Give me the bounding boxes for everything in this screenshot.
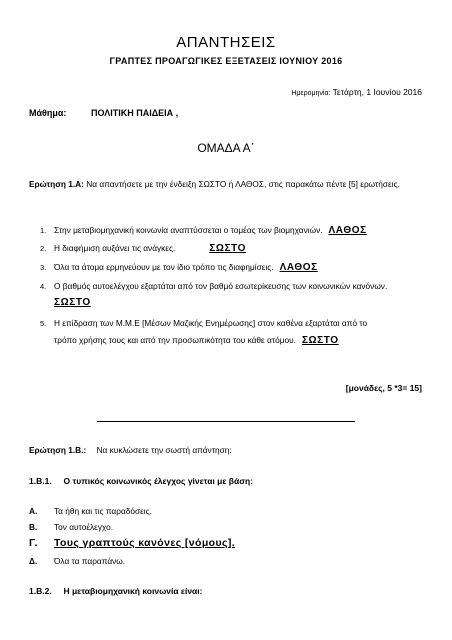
item-number: 4. (40, 282, 47, 291)
option-letter: Γ. (29, 537, 38, 549)
exam-date (291, 87, 422, 97)
option-letter: Δ. (29, 556, 38, 566)
question-1a-label: Ερώτηση 1.Α: (29, 179, 84, 189)
option-c-correct[interactable] (29, 537, 235, 549)
question-1a-prompt (29, 176, 429, 193)
list-item (40, 318, 367, 328)
option-text: Τα ήθη και τις παραδόσεις. (54, 506, 152, 516)
marks-note: [μονάδες, 5 *3= 15] (345, 383, 422, 393)
item-text: Η διαφήμιση αυξάνει τις ανάγκες. (54, 243, 176, 253)
question-1b-label: Ερώτηση 1.Β.: (29, 445, 87, 455)
item-answer: ΣΩΣΤΟ (209, 243, 247, 254)
item-number: 1. (40, 226, 47, 235)
item-text: Στην μεταβιομηχανική κοινωνία αναπτύσσεται ο τομέας των βιομηχανιών. (54, 225, 323, 235)
subject-label: Μάθημα: (29, 108, 67, 118)
item-number: 2. (40, 244, 47, 253)
item-text: Η επίδραση των Μ.Μ.Ε [Μέσων Μαζικής Ενημέρωσης] στον καθένα εξαρτάται από το (54, 318, 368, 328)
item-answer: ΛΑΘΟΣ (279, 262, 318, 273)
date-value: Τετάρτη, 1 Ιουνίου 2016 (332, 87, 422, 97)
item-number: 5. (40, 319, 47, 328)
item-answer: ΛΑΘΟΣ (328, 225, 367, 236)
page-title: ΑΠΑΝΤΗΣΕΙΣ (176, 34, 276, 51)
group-title: ΟΜΑΔΑ Α΄ (197, 141, 255, 155)
item-number: 3. (40, 263, 47, 272)
subquestion-1b2-heading: 1.Β.2. Η μεταβιομηχανική κοινωνία είναι: (29, 586, 203, 596)
list-item (40, 262, 318, 273)
option-text: Τους γραπτούς κανόνες [νόμους]. (54, 537, 236, 549)
option-b[interactable] (29, 522, 113, 532)
option-letter: Β. (29, 522, 38, 532)
option-text: Όλα τα παραπάνω. (54, 556, 126, 566)
option-letter: Α. (29, 506, 38, 516)
subject-line (29, 108, 178, 118)
item-text-continued (54, 335, 339, 346)
list-item (40, 225, 367, 236)
item-text: τρόπο χρήσης τους και από την προσωπικότητα του κάθε ατόμου. (54, 335, 296, 345)
item-answer: ΣΩΣΤΟ (301, 335, 339, 346)
option-text: Τον αυτοέλεγχο. (54, 522, 114, 532)
item-text: Ο βαθμός αυτοελέγχου εξαρτάται από τον βαθμό εσωτερίκευσης των κοινωνικών κανόνων. (54, 281, 388, 291)
option-d[interactable] (29, 556, 125, 566)
date-label: Ημερομηνία: (291, 90, 331, 97)
option-a[interactable] (29, 506, 152, 516)
question-1a-text: Να απαντήσετε με την ένδειξη ΣΩΣΤΟ ή ΛΑΘΟΣ, στις παρακάτω πέντε [5] ερωτήσεις. (86, 179, 400, 189)
section-divider (97, 421, 355, 422)
question-1b-prompt (29, 445, 232, 455)
subject-value: ΠΟΛΙΤΙΚΗ ΠΑΙΔΕΙΑ , (90, 108, 179, 118)
question-1b-text: Να κυκλώσετε την σωστή απάντηση: (96, 445, 232, 455)
list-item (40, 281, 387, 291)
item-text: Όλα τα άτομα ερμηνεύουν με τον ίδιο τρόπο τις διαφημίσεις. (54, 262, 274, 272)
item-answer: ΣΩΣΤΟ (54, 297, 91, 308)
list-item (40, 243, 246, 254)
subquestion-1b1-heading: 1.Β.1. Ο τυπικός κοινωνικός έλεγχος γίνεται με βάση: (29, 476, 254, 486)
exam-subtitle: ΓΡΑΠΤΕΣ ΠΡΟΑΓΩΓΙΚΕΣ ΕΞΕΤΑΣΕΙΣ ΙΟΥΝΙΟΥ 2016 (109, 56, 343, 66)
